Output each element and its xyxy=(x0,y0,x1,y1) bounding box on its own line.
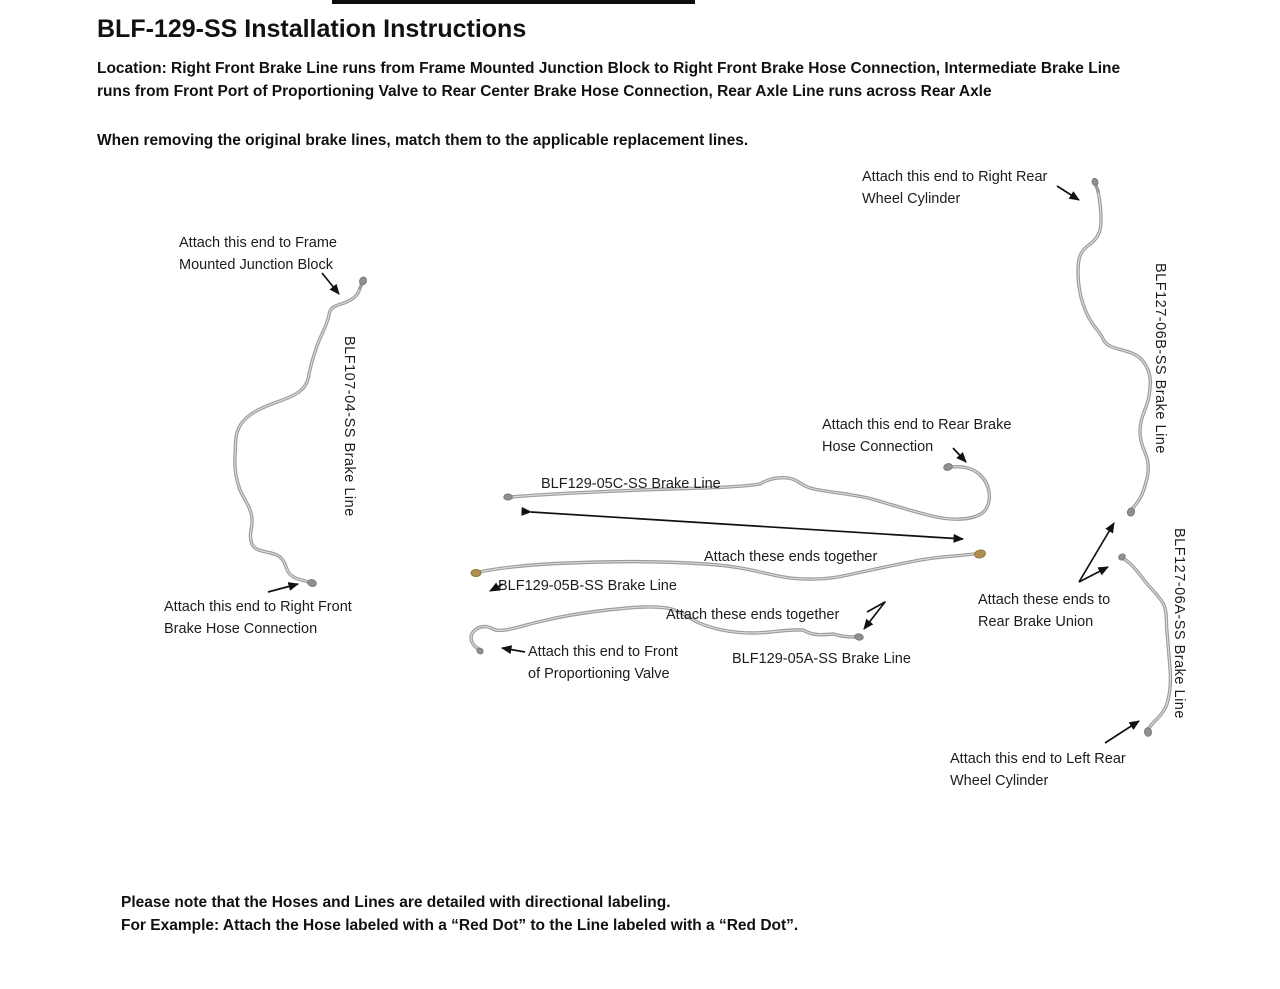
label-left-rear: Attach this end to Left Rear Wheel Cylinder xyxy=(950,751,1126,789)
part-label-blf107-04: BLF107-04-SS Brake Line xyxy=(341,336,357,517)
footer-notes xyxy=(121,891,798,937)
arrow-ends-together-2 xyxy=(864,602,885,629)
arrow-left-rear xyxy=(1105,721,1139,743)
arrow-right-front xyxy=(268,584,298,592)
page-title: BLF-129-SS Installation Instructions xyxy=(97,15,527,43)
arrow-frame-junction xyxy=(322,273,339,294)
part-label-blf127-06a: BLF127-06A-SS Brake Line xyxy=(1171,528,1187,719)
intro-text: When removing the original brake lines, match them to the applicable replacement lines. xyxy=(97,132,749,149)
label-right-front: Attach this end to Right Front Brake Hose Connection xyxy=(164,599,352,637)
location-line-2: runs from Front Port of Proportioning Valve to Rear Center Brake Hose Connection, Rear Axle Line runs across Rear Axle xyxy=(97,83,992,100)
label-frame-junction: Attach this end to Frame Mounted Junction Block xyxy=(179,235,337,273)
brake-line-blf127-06b xyxy=(1078,177,1150,517)
arrow-right-rear xyxy=(1057,186,1079,200)
label-prop-valve: Attach this end to Front of Proportioning Valve xyxy=(528,644,678,682)
part-label-blf129-05b: BLF129-05B-SS Brake Line xyxy=(498,578,677,594)
arrow-ends-together-1 xyxy=(531,512,963,539)
brake-line-blf127-06a xyxy=(1117,552,1170,737)
location-line-1: Location: Right Front Brake Line runs from Frame Mounted Junction Block to Right Front Brake Hose Connection, Intermediate Brake Line xyxy=(97,60,1121,77)
label-rear-union: Attach these ends to Rear Brake Union xyxy=(978,592,1111,630)
part-label-blf127-06b: BLF127-06B-SS Brake Line xyxy=(1152,263,1168,454)
part-label-blf129-05a: BLF129-05A-SS Brake Line xyxy=(732,651,911,667)
part-label-blf129-05c: BLF129-05C-SS Brake Line xyxy=(541,476,721,492)
label-ends-together-1: Attach these ends together xyxy=(704,549,878,565)
label-rear-hose: Attach this end to Rear Brake Hose Connection xyxy=(822,417,1012,455)
arrow-prop-valve xyxy=(502,648,525,652)
footer-line-2: For Example: Attach the Hose labeled with a “Red Dot” to the Line labeled with a “Red Dot”. xyxy=(121,917,799,934)
label-ends-together-2: Attach these ends together xyxy=(666,607,840,623)
callout-arrows xyxy=(268,186,1139,743)
footer-line-1: Please note that the Hoses and Lines are detailed with directional labeling. xyxy=(121,894,671,911)
label-right-rear: Attach this end to Right Rear Wheel Cylinder xyxy=(862,169,1048,207)
